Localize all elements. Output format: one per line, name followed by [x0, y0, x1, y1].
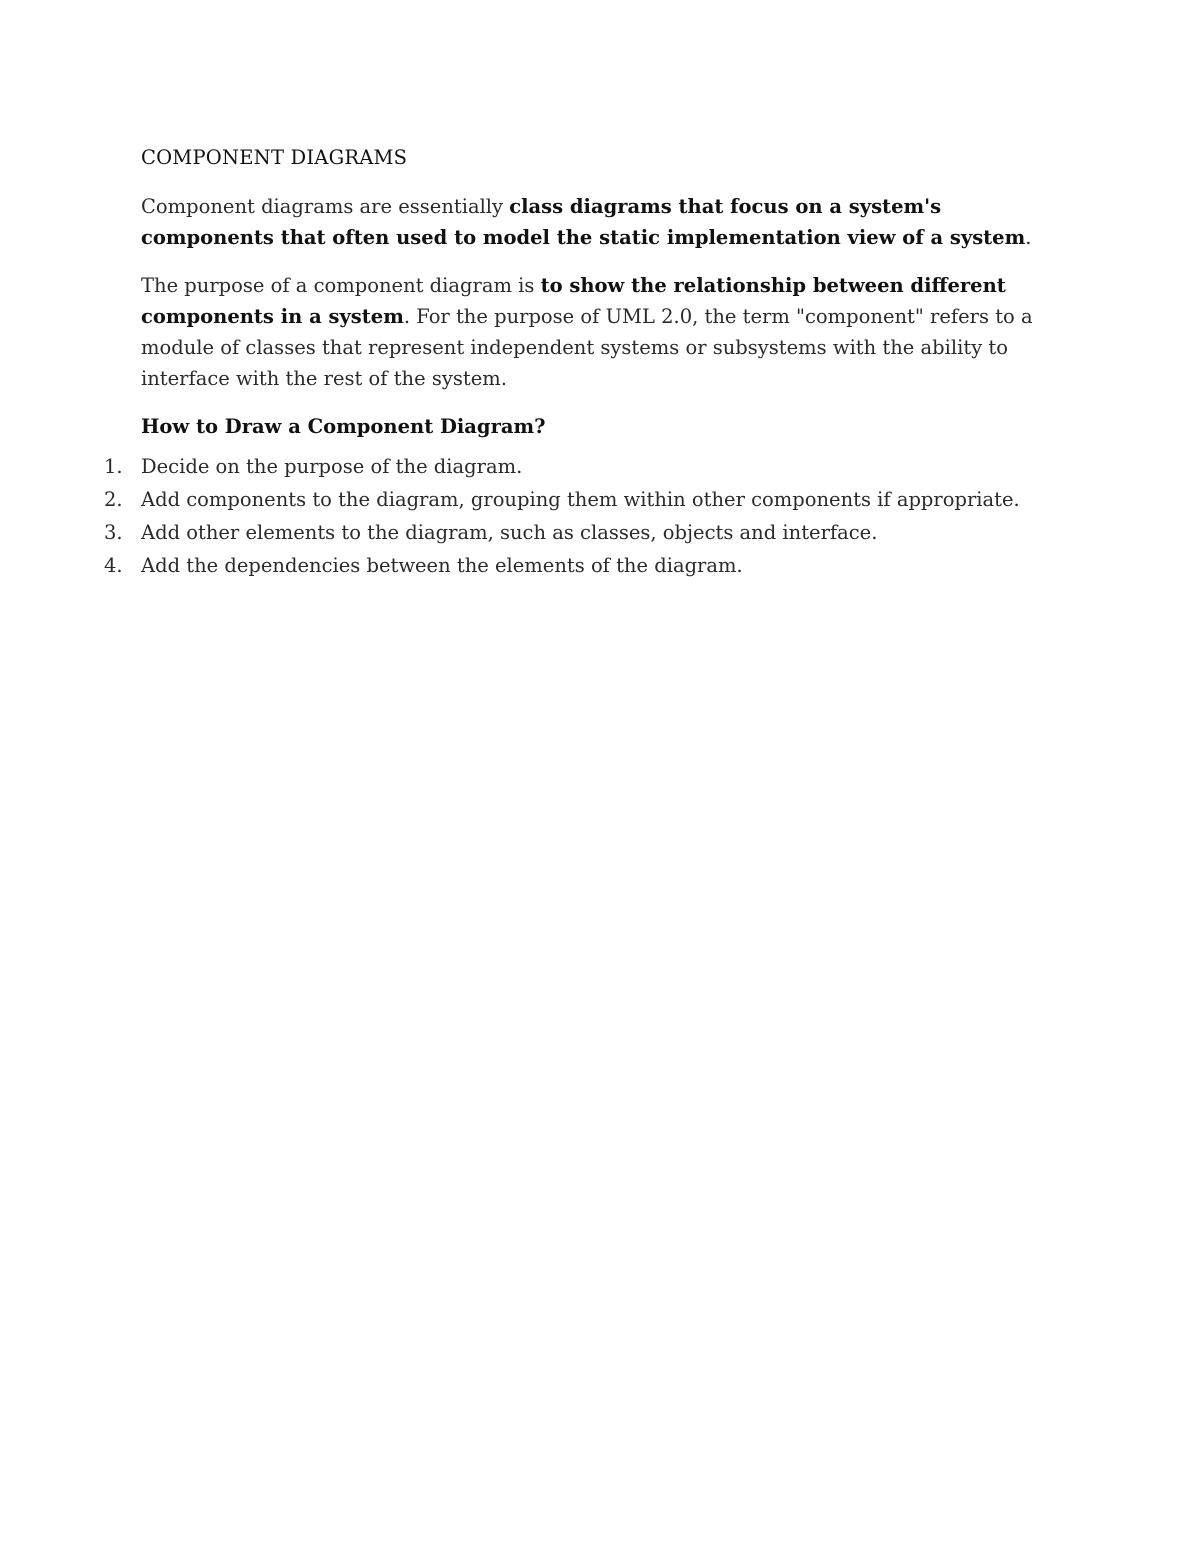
list-item-text: Add the dependencies between the elements of the diagram.: [141, 554, 743, 577]
list-item: [104, 516, 1071, 549]
list-item-text: Add components to the diagram, grouping them within other components if appropriate.: [141, 488, 1020, 511]
intro-text-after: .: [1025, 226, 1032, 249]
list-item: [104, 483, 1071, 516]
list-item: [104, 450, 1071, 483]
intro-text-before: Component diagrams are essentially: [141, 195, 510, 218]
intro-paragraph: [141, 191, 1071, 253]
list-item-text: Add other elements to the diagram, such as classes, objects and interface.: [141, 521, 878, 544]
list-item-number: 2.: [104, 488, 123, 511]
section-subheading: How to Draw a Component Diagram?: [141, 415, 546, 438]
purpose-paragraph: [141, 270, 1071, 394]
list-item-number: 3.: [104, 521, 123, 544]
list-item-number: 4.: [104, 554, 123, 577]
list-item-text: Decide on the purpose of the diagram.: [141, 455, 523, 478]
purpose-bold-statement: to show the relationship between different components in a system: [141, 274, 1006, 328]
purpose-text-before: The purpose of a component diagram is: [141, 274, 541, 297]
document-title: COMPONENT DIAGRAMS: [141, 146, 408, 169]
document-body: [104, 142, 1071, 582]
list-item-number: 1.: [104, 455, 123, 478]
purpose-text-after: . For the purpose of UML 2.0, the term "component" refers to a module of classes that represent independent systems or subsystems with the ability to interface with the rest of the system.: [141, 305, 1033, 390]
steps-list: [104, 450, 1071, 582]
list-item: [104, 549, 1071, 582]
intro-bold-definition: class diagrams that focus on a system's components that often used to model the static implementation view of a system: [141, 195, 1026, 249]
